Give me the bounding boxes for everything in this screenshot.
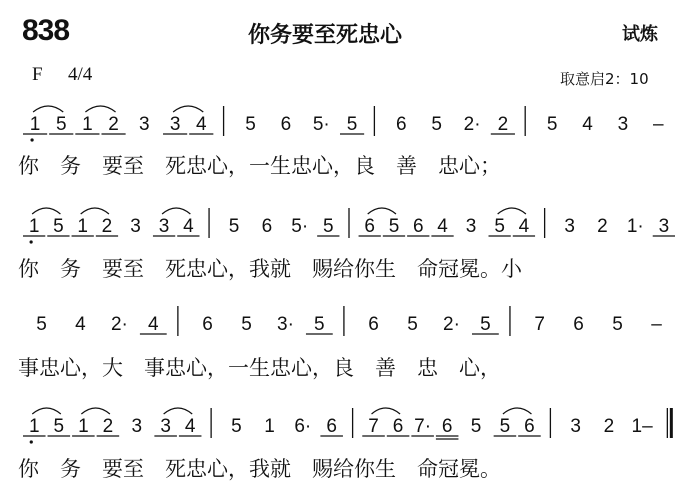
note: 2 bbox=[108, 114, 119, 135]
time-signature: 4/4 bbox=[68, 64, 93, 85]
note: 3· bbox=[277, 314, 294, 335]
slur bbox=[85, 106, 115, 112]
slur bbox=[503, 408, 532, 414]
note: 2 bbox=[101, 216, 113, 237]
note: 1 bbox=[264, 416, 275, 437]
note: 5· bbox=[312, 114, 330, 135]
note: 5 bbox=[36, 314, 47, 335]
note: 4 bbox=[183, 216, 194, 237]
lyrics-line-3: 事忠心，大 事忠心，一生忠心，良 善 忠 心， bbox=[18, 356, 501, 380]
note: 2 bbox=[597, 216, 608, 237]
note: 2 bbox=[497, 114, 509, 135]
note: 2 bbox=[102, 416, 114, 437]
slur bbox=[32, 408, 61, 414]
octave-dot-low bbox=[30, 240, 33, 243]
note: 5 bbox=[388, 216, 400, 237]
note: 2· bbox=[463, 114, 481, 135]
note: 6 bbox=[202, 314, 213, 335]
note: 6 bbox=[364, 216, 375, 237]
note: 2· bbox=[110, 314, 128, 335]
note: 1 bbox=[28, 216, 40, 237]
note: 3 bbox=[570, 416, 581, 437]
note: 4 bbox=[195, 114, 207, 135]
note: 4 bbox=[437, 216, 448, 237]
note: 1 bbox=[29, 114, 41, 135]
note: 3 bbox=[139, 114, 150, 135]
octave-dot-low bbox=[30, 138, 33, 141]
note: 3 bbox=[169, 114, 181, 135]
note: 6 bbox=[396, 114, 407, 135]
note: 4 bbox=[184, 416, 196, 437]
note: 5 bbox=[314, 314, 325, 335]
note: 3 bbox=[658, 216, 670, 237]
slur bbox=[498, 208, 526, 214]
note: 5 bbox=[53, 416, 65, 437]
note: 5 bbox=[480, 314, 491, 335]
slur bbox=[164, 408, 193, 414]
note: 4 bbox=[148, 314, 159, 335]
note: 5 bbox=[546, 114, 558, 135]
note: 4 bbox=[75, 314, 86, 335]
note: 1– bbox=[631, 416, 653, 437]
scripture-reference: 取意启2：10 bbox=[560, 70, 649, 88]
slur bbox=[372, 408, 401, 414]
note: 5 bbox=[499, 416, 511, 437]
note: 6 bbox=[261, 216, 273, 237]
note: 5 bbox=[494, 216, 505, 237]
note: 3 bbox=[160, 416, 171, 437]
note: 6 bbox=[280, 114, 292, 135]
note: 5 bbox=[53, 216, 64, 237]
note: 1· bbox=[626, 216, 644, 237]
octave-dot-low bbox=[30, 440, 33, 443]
note: 5 bbox=[431, 114, 443, 135]
note: 5· bbox=[291, 216, 309, 237]
note: 1 bbox=[82, 114, 93, 135]
note: 5 bbox=[245, 114, 256, 135]
lyrics-line-4: 你 务 要至 死忠心，我就 赐给你生 命冠冕。 bbox=[18, 457, 501, 481]
note: 7 bbox=[368, 416, 379, 437]
note: 1 bbox=[28, 416, 40, 437]
note: 3 bbox=[465, 216, 477, 237]
note: 3 bbox=[564, 216, 575, 237]
note: – bbox=[653, 114, 664, 135]
slur bbox=[81, 408, 110, 414]
note: 6 bbox=[326, 416, 337, 437]
note: 5 bbox=[228, 216, 240, 237]
hymn-title: 你务要至死忠心 bbox=[248, 23, 403, 48]
note: – bbox=[651, 314, 662, 335]
note: 6 bbox=[573, 314, 584, 335]
lyrics-line-2: 你 务 要至 死忠心，我就 赐给你生 命冠冕。小 bbox=[18, 257, 522, 281]
note: 5 bbox=[407, 314, 418, 335]
note: 5 bbox=[231, 416, 242, 437]
note: 1 bbox=[78, 416, 89, 437]
composer-label: 试炼 bbox=[622, 24, 658, 45]
note: 3 bbox=[131, 416, 143, 437]
slur bbox=[81, 208, 109, 214]
note: 4 bbox=[518, 216, 530, 237]
note: 5 bbox=[612, 314, 623, 335]
note: 2 bbox=[603, 416, 615, 437]
note: 7· bbox=[414, 416, 432, 437]
note: 3 bbox=[158, 216, 170, 237]
hymn-number: 838 bbox=[22, 14, 70, 47]
note: 3 bbox=[617, 114, 629, 135]
note: 6 bbox=[441, 416, 453, 437]
note: 5 bbox=[323, 216, 334, 237]
note: 6 bbox=[412, 216, 424, 237]
lyrics-line-1: 你 务 要至 死忠心，一生忠心，良 善 忠心； bbox=[18, 154, 501, 178]
slur bbox=[368, 208, 396, 214]
note: 2· bbox=[443, 314, 460, 335]
note: 6 bbox=[524, 416, 535, 437]
note: 5 bbox=[55, 114, 67, 135]
note: 6 bbox=[392, 416, 404, 437]
note: 6 bbox=[368, 314, 379, 335]
slur bbox=[173, 106, 203, 112]
key-signature: F bbox=[32, 64, 43, 85]
note: 5 bbox=[346, 114, 358, 135]
slur bbox=[33, 106, 63, 112]
note: 6· bbox=[294, 416, 312, 437]
slur bbox=[32, 208, 60, 214]
slur bbox=[162, 208, 190, 214]
note: 7 bbox=[534, 314, 545, 335]
note: 5 bbox=[470, 416, 482, 437]
note: 4 bbox=[582, 114, 593, 135]
note: 1 bbox=[77, 216, 88, 237]
note: 5 bbox=[241, 314, 252, 335]
note: 3 bbox=[130, 216, 141, 237]
